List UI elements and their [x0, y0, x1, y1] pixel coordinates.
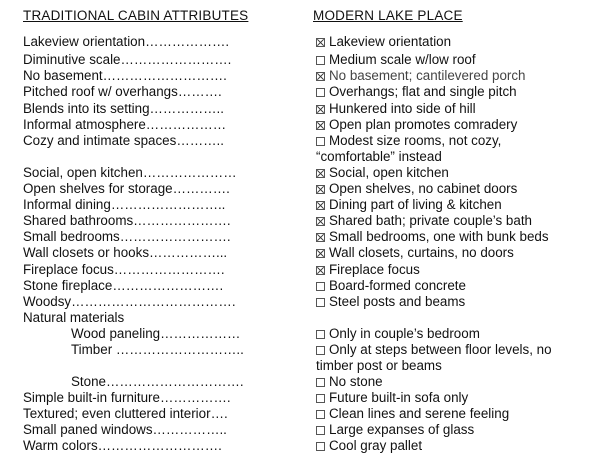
left-item: Small paned windows…………….. — [23, 422, 227, 437]
checked-box-icon[interactable] — [316, 201, 325, 210]
left-item: Open shelves for storage…………. — [23, 181, 230, 196]
checked-box-icon[interactable] — [316, 217, 325, 226]
checked-box-icon[interactable] — [316, 185, 325, 194]
right-item: Open shelves, no cabinet doors — [316, 181, 517, 197]
left-item: Pitched roof w/ overhangs………. — [23, 84, 222, 99]
checkbox-icon[interactable] — [316, 282, 325, 291]
right-item-continuation: “comfortable” instead — [316, 149, 442, 164]
left-item: Informal atmosphere……………… — [23, 117, 227, 132]
right-item: Lakeview orientation — [316, 34, 451, 50]
right-item: Only in couple’s bedroom — [316, 326, 480, 342]
right-item: Only at steps between floor levels, no — [316, 342, 552, 358]
right-item: Board-formed concrete — [316, 278, 466, 294]
checked-box-icon[interactable] — [316, 169, 325, 178]
right-item: Steel posts and beams — [316, 294, 465, 310]
checkbox-icon[interactable] — [316, 298, 325, 307]
right-item: Open plan promotes comradery — [316, 117, 517, 133]
checkbox-icon[interactable] — [316, 442, 325, 451]
checkbox-icon[interactable] — [316, 330, 325, 339]
left-item: Woodsy………………………………. — [23, 294, 236, 309]
modern-header: MODERN LAKE PLACE — [313, 8, 463, 23]
left-item: Wall closets or hooks……………... — [23, 245, 228, 260]
left-item: Natural materials — [23, 310, 125, 325]
checkbox-icon[interactable] — [316, 346, 325, 355]
checked-box-icon[interactable] — [316, 266, 325, 275]
right-item: Small bedrooms, one with bunk beds — [316, 229, 549, 245]
right-item: Large expanses of glass — [316, 422, 474, 438]
right-item: Cool gray pallet — [316, 438, 422, 454]
left-subitem: Stone…………………………. — [71, 374, 244, 389]
checked-box-icon[interactable] — [316, 233, 325, 242]
left-item: Blends into its setting…………….. — [23, 101, 224, 116]
left-item: Stone fireplace……………………. — [23, 278, 224, 293]
right-item: Clean lines and serene feeling — [316, 406, 509, 422]
left-item: Warm colors………………………. — [23, 438, 222, 453]
left-item: Simple built-in furniture……………. — [23, 390, 231, 405]
checkbox-icon[interactable] — [316, 410, 325, 419]
right-item: Medium scale w/low roof — [316, 52, 476, 68]
left-item: Fireplace focus……………………. — [23, 262, 225, 277]
checked-box-icon[interactable] — [316, 105, 325, 114]
checkbox-icon[interactable] — [316, 378, 325, 387]
left-subitem: Timber ……………………….. — [71, 342, 244, 357]
left-item: Informal dining…………………….. — [23, 197, 226, 212]
right-item: Overhangs; flat and single pitch — [316, 84, 517, 100]
right-item: Shared bath; private couple’s bath — [316, 213, 532, 229]
right-item: Fireplace focus — [316, 262, 420, 278]
checkbox-icon[interactable] — [316, 88, 325, 97]
left-item: Textured; even cluttered interior…. — [23, 406, 228, 421]
right-item: Future built-in sofa only — [316, 390, 468, 406]
right-item: No stone — [316, 374, 383, 390]
left-item: Lakeview orientation………………. — [23, 34, 230, 49]
right-item-continuation: timber post or beams — [316, 358, 442, 373]
left-item: Diminutive scale……………………. — [23, 52, 232, 67]
checked-box-icon[interactable] — [316, 121, 325, 130]
left-item: Shared bathrooms…………………. — [23, 213, 231, 228]
left-item: No basement………………………. — [23, 68, 227, 83]
left-item: Small bedrooms……………………. — [23, 229, 231, 244]
left-subitem: Wood paneling……………… — [71, 326, 241, 341]
left-item: Social, open kitchen………………… — [23, 165, 237, 180]
checked-box-icon[interactable] — [316, 38, 325, 47]
right-item: Hunkered into side of hill — [316, 101, 476, 117]
right-item: Modest size rooms, not cozy, — [316, 133, 501, 149]
checkbox-icon[interactable] — [316, 426, 325, 435]
right-item: Dining part of living & kitchen — [316, 197, 502, 213]
checked-box-icon[interactable] — [316, 249, 325, 258]
checkbox-icon[interactable] — [316, 137, 325, 146]
right-item: No basement; cantilevered porch — [316, 68, 526, 84]
checkbox-icon[interactable] — [316, 394, 325, 403]
checked-box-icon[interactable] — [316, 72, 325, 81]
right-item: Wall closets, curtains, no doors — [316, 245, 514, 261]
traditional-header: TRADITIONAL CABIN ATTRIBUTES — [23, 8, 249, 23]
right-item: Social, open kitchen — [316, 165, 449, 181]
left-item: Cozy and intimate spaces……….. — [23, 133, 224, 148]
checkbox-icon[interactable] — [316, 56, 325, 65]
